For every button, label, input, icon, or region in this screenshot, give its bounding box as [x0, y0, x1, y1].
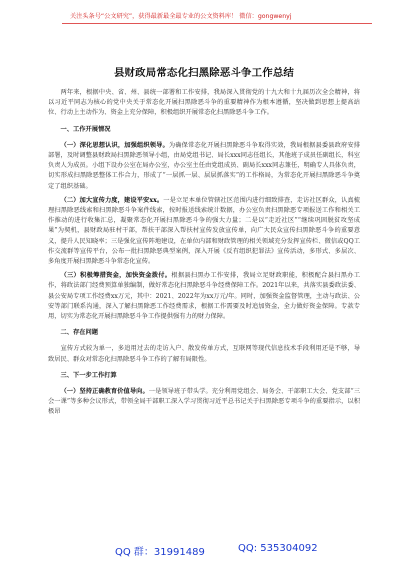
- footer-bar: [0, 543, 408, 557]
- qq-group-label: QQ 群：31991489: [115, 547, 205, 558]
- section-heading-1: 一、工作开展情况: [60, 125, 111, 133]
- promo-banner: 关注头条号“公文研究”，获得最新最全最专业的公文资料库！ 微信：gongwenyj: [70, 13, 292, 20]
- section-body-2: 宣传方式较为单一，多追用过去的走访入户、散发传单方式，互联网等现代信息技术手段利用还是不够，导致居民、群众对常态化扫黑除恶斗争工作的了解有局限性。: [48, 345, 360, 363]
- item-title-2: （二）加大宣传力度，建设平安xx。: [60, 196, 164, 204]
- item-body-4: 一是领导班子带头学。充分利用党组会、局务会、干部职工大会、党支部“三会一课”等多种会议形式，带领全局干部职工深入学习贯彻习近平总书记关于扫黑除恶专项斗争的重要指示，以积极昂: [48, 388, 360, 416]
- item-paragraph-3: [48, 271, 360, 322]
- qq-contact-label: QQ: 535304092: [238, 543, 318, 554]
- item-body-3: 根据县扫黑办工作安排，我局立足财政职能，积极配合县扫黑办工作，将政法部门经费预算单独编制，做好常态化扫黑除恶斗争经费保障工作。2021年以来，共落实县委政法委、县公安局专项工作经费xx万元，其中：2021、2022年为xx万元/年。同时，加强资金监督管理，主动与政法、公安等部门联系沟通，深入了解扫黑除恶工作经费需求，根据工作需要及时追加资金，全力做好资金保障。专款专用，切实为常态化开展扫黑除恶斗争工作提供强有力的财力保障。: [48, 272, 361, 321]
- item-body-1: 为确保常态化开展扫黑除恶斗争取得实效，我局根据县委县政府安排部署，及时调整县财政局扫黑除恶领导小组，由局党组书记、局长xxx同志任组长，其他班子成员任副组长，科室负责人为成员。小组下设办公室在局办公室，办公室主任由党组成员、副局长xxx同志兼任，明确专人具体负责，切实形成扫黑除恶整体工作合力，形成了“一层抓一层、层层抓落实”的工作格局，为常态化开展扫黑除恶斗争奠定了组织基础。: [48, 141, 360, 190]
- intro-paragraph: 两年来，根据中央、省、州、县统一部署和工作安排，我局深入贯彻党的十九大和十九届历次全会精神，将以习近平同志为核心的党中央关于常态化开展扫黑除恶斗争的重要精神作为根本遵循，坚决做到思想上提高站位、行动上主动作为、资金上充分保障，积极组织开展常态化扫黑除恶斗争工作。: [48, 89, 360, 117]
- header-bar: [0, 0, 408, 30]
- header-divider: [62, 23, 372, 24]
- item-title-1: （一）深化思想认识，加强组织领导。: [60, 141, 169, 149]
- item-body-2: 一是立足本单位管辖社区范围内进行细致排查，走访社区群众，认真梳理扫黑除恶线索和扫黑除恶斗争案件线索，按时报送线索统计数据，办公室负责扫黑除恶专项报送工作和相关工作推动的进行收集汇总，凝聚常态化开展扫黑除恶斗争的强大力量；二是以“走近社区”“继续巩固脱贫攻坚成果”为契机，县财政局驻村干部，帮扶干部深入帮扶村宣传发放宣传单，向广大民众宣传扫黑除恶斗争的重要意义，提升人民知晓率；三是强化宣传阵地建设，在单位内部和财政管理的相关领域充分发挥宣传栏、微信或QQ工作交流群等宣传平台，公布一批扫黑除恶典型案例，深入开展《反有组织犯罪法》宣传活动，多形式、多层次、多角度开展扫黑除恶斗争常态化宣传。: [48, 196, 361, 266]
- item-title-4: （一）坚持正确教育价值导向。: [60, 388, 149, 396]
- item-paragraph-1: [48, 141, 360, 192]
- item-paragraph-4: [48, 387, 360, 418]
- section-heading-2: 二、存在问题: [60, 329, 98, 337]
- item-paragraph-2: [48, 196, 360, 267]
- document-body: [48, 88, 360, 422]
- item-title-3: （三）积极筹措资金，加快资金拨付。: [60, 272, 172, 280]
- section-heading-3: 三、下一步工作打算: [60, 371, 117, 379]
- document-title: 县财政局常态化扫黑除恶斗争工作总结: [113, 67, 295, 79]
